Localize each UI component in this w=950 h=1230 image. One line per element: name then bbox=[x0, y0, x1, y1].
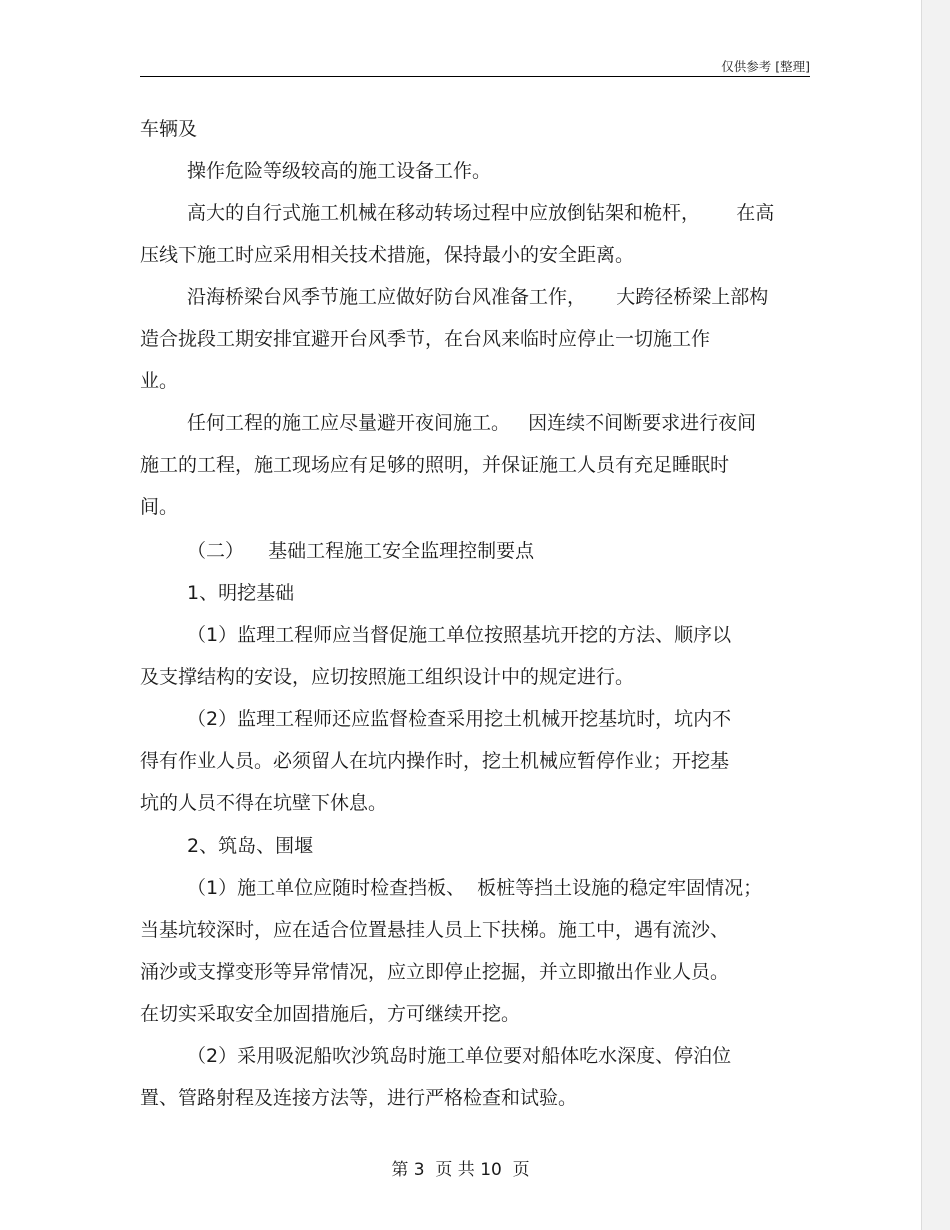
body-line: 造合拢段工期安排宜避开台风季节，在台风来临时应停止一切施工作 bbox=[140, 328, 711, 350]
body-line: 得有作业人员。必须留人在坑内操作时，挖土机械应暂停作业；开挖基 bbox=[140, 750, 730, 772]
body-line: 涌沙或支撑变形等异常情况，应立即停止挖掘，并立即撤出作业人员。 bbox=[140, 961, 730, 983]
body-line: 置、管路射程及连接方法等，进行严格检查和试验。 bbox=[140, 1087, 578, 1109]
body-line: 在切实采取安全加固措施后，方可继续开挖。 bbox=[140, 1003, 521, 1025]
section-heading: （二） 基础工程施工安全监理控制要点 bbox=[187, 540, 535, 562]
body-line: （2）采用吸泥船吹沙筑岛时施工单位要对船体吃水深度、停泊位 bbox=[187, 1045, 732, 1067]
body-line: 沿海桥梁台风季节施工应做好防台风准备工作， 大跨径桥梁上部构 bbox=[187, 286, 769, 308]
page-number: 第 3 页 共 10 页 bbox=[391, 1160, 530, 1180]
subsection-heading: 1、明挖基础 bbox=[187, 582, 295, 604]
body-line: （2）监理工程师还应监督检查采用挖土机械开挖基坑时，坑内不 bbox=[187, 708, 732, 730]
body-line: 坑的人员不得在坑壁下休息。 bbox=[140, 792, 388, 814]
body-line: （1）监理工程师应当督促施工单位按照基坑开挖的方法、顺序以 bbox=[187, 624, 732, 646]
body-line: 间。 bbox=[140, 496, 179, 518]
body-line: 当基坑较深时，应在适合位置悬挂人员上下扶梯。施工中，遇有流沙、 bbox=[140, 919, 730, 941]
body-line: 业。 bbox=[140, 370, 179, 392]
body-line: 施工的工程，施工现场应有足够的照明，并保证施工人员有充足睡眠时 bbox=[140, 454, 730, 476]
body-line: （1）施工单位应随时检查挡板、 板桩等挡土设施的稳定牢固情况； bbox=[187, 877, 763, 899]
body-line: 车辆及 bbox=[140, 118, 198, 140]
body-line: 高大的自行式施工机械在移动转场过程中应放倒钻架和桅杆， 在高 bbox=[187, 202, 775, 224]
subsection-heading: 2、筑岛、围堰 bbox=[187, 835, 314, 857]
header-note: 仅供参考 [整理] bbox=[721, 59, 810, 74]
body-line: 压线下施工时应采用相关技术措施，保持最小的安全距离。 bbox=[140, 244, 635, 266]
page-header bbox=[140, 56, 810, 77]
body-line: 任何工程的施工应尽量避开夜间施工。 因连续不间断要求进行夜间 bbox=[187, 412, 757, 434]
body-line: 操作危险等级较高的施工设备工作。 bbox=[187, 160, 492, 182]
body-line: 及支撑结构的安设，应切按照施工组织设计中的规定进行。 bbox=[140, 666, 635, 688]
